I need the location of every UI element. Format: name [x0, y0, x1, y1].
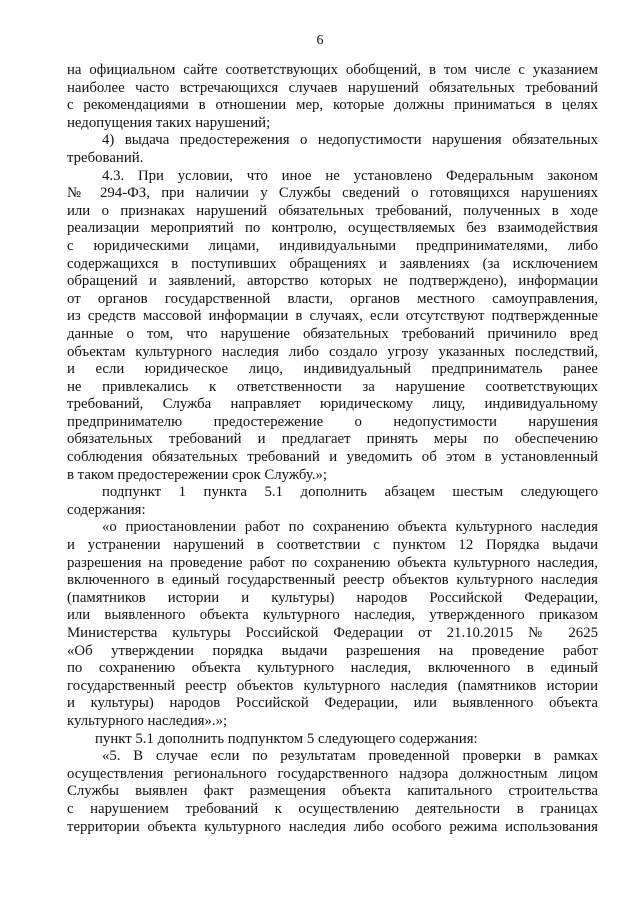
- text-line: Министерства культуры Российской Федерации от 21.10.2015 № 2625: [67, 625, 598, 641]
- text-line: из средств массовой информации в случаях, если отсутствуют подтвержденные: [67, 308, 598, 325]
- text-line: недопущения таких нарушений;: [67, 114, 271, 131]
- text-line: или о признаках нарушений обязательных требований, полученных в ходе: [67, 202, 598, 219]
- text-line: предпринимателю предостережение о недопустимости нарушения: [67, 413, 598, 430]
- text-line: (памятников истории и культуры) народов Российской Федерации,: [67, 589, 598, 606]
- text-line: пункт 5.1 дополнить подпунктом 5 следующего содержания:: [95, 730, 478, 747]
- document-body: [67, 62, 598, 836]
- text-line: данные о том, что нарушение обязательных требований причинило вред: [67, 325, 598, 342]
- text-line: с нарушением требований к осуществлению деятельности в границах: [67, 800, 598, 817]
- text-line: обязательных требований и предлагает принять меры по обеспечению: [67, 431, 598, 448]
- text-line: и культуры) народов Российской Федерации, или выявленного объекта: [67, 695, 598, 712]
- text-line: территории объекта культурного наследия либо особого режима использования: [67, 818, 598, 835]
- text-line: с рекомендациями в отношении мер, которые должны приниматься в целях: [67, 97, 598, 114]
- text-line: разрешения на проведение работ по сохранению объекта культурного наследия,: [67, 554, 598, 571]
- text-line: или выявленного объекта культурного наследия, утвержденного приказом: [67, 607, 598, 624]
- text-line: требований.: [67, 149, 144, 166]
- text-line: требований, Служба направляет юридическому лицу, индивидуальному: [67, 396, 598, 413]
- text-line: «5. В случае если по результатам проведенной проверки в рамках: [102, 748, 598, 765]
- text-line: подпункт 1 пункта 5.1 дополнить абзацем шестым следующего: [102, 484, 598, 501]
- text-line: государственный реестр объектов культурного наследия (памятников истории: [67, 677, 598, 694]
- text-line: 4) выдача предостережения о недопустимости нарушения обязательных: [102, 132, 598, 149]
- text-line: содержания:: [67, 501, 146, 518]
- text-line: включенного в единый государственный реестр объектов культурного наследия: [67, 572, 598, 589]
- text-line: «о приостановлении работ по сохранению объекта культурного наследия: [102, 519, 598, 536]
- text-line: с юридическими лицами, индивидуальными предпринимателями, либо: [67, 237, 598, 254]
- text-line: культурного наследия».»;: [67, 712, 228, 729]
- text-line: соблюдения обязательных требований и уведомить об этом в установленный: [67, 449, 598, 466]
- text-line: и устранении нарушений в соответствии с пунктом 12 Порядка выдачи: [67, 537, 598, 554]
- text-line: и если юридическое лицо, индивидуальный предприниматель ранее: [67, 361, 598, 378]
- text-line: по сохранению объекта культурного наследия, включенного в единый: [67, 660, 598, 677]
- text-line: 4.3. При условии, что иное не установлено Федеральным законом: [102, 167, 598, 184]
- page-number: 6: [316, 33, 324, 48]
- text-line: Службы выявлен факт размещения объекта капитального строительства: [67, 783, 598, 800]
- text-line: объектам культурного наследия либо создало угрозу указанных последствий,: [67, 343, 598, 360]
- text-line: от органов государственной власти, органов местного самоуправления,: [67, 290, 598, 307]
- text-line: обращений и заявлений, авторство которых не подтверждено), информации: [67, 273, 598, 290]
- text-line: не привлекались к ответственности за нарушение соответствующих: [67, 378, 598, 395]
- text-line: «Об утверждении порядка выдачи разрешения на проведение работ: [67, 642, 598, 659]
- text-line: № 294-ФЗ, при наличии у Службы сведений о готовящихся нарушениях: [67, 185, 598, 202]
- text-line: реализации мероприятий по контролю, осуществляемых без взаимодействия: [67, 220, 598, 237]
- text-line: на официальном сайте соответствующих обобщений, в том числе с указанием: [67, 62, 598, 78]
- text-line: в таком предостережении срок Службу.»;: [67, 466, 327, 483]
- text-line: осуществления регионального государственного надзора должностным лицом: [67, 765, 598, 782]
- text-line: содержащихся в поступивших обращениях и заявлениях (за исключением: [67, 255, 598, 272]
- text-line: наиболее часто встречающихся случаев нарушений обязательных требований: [67, 79, 598, 96]
